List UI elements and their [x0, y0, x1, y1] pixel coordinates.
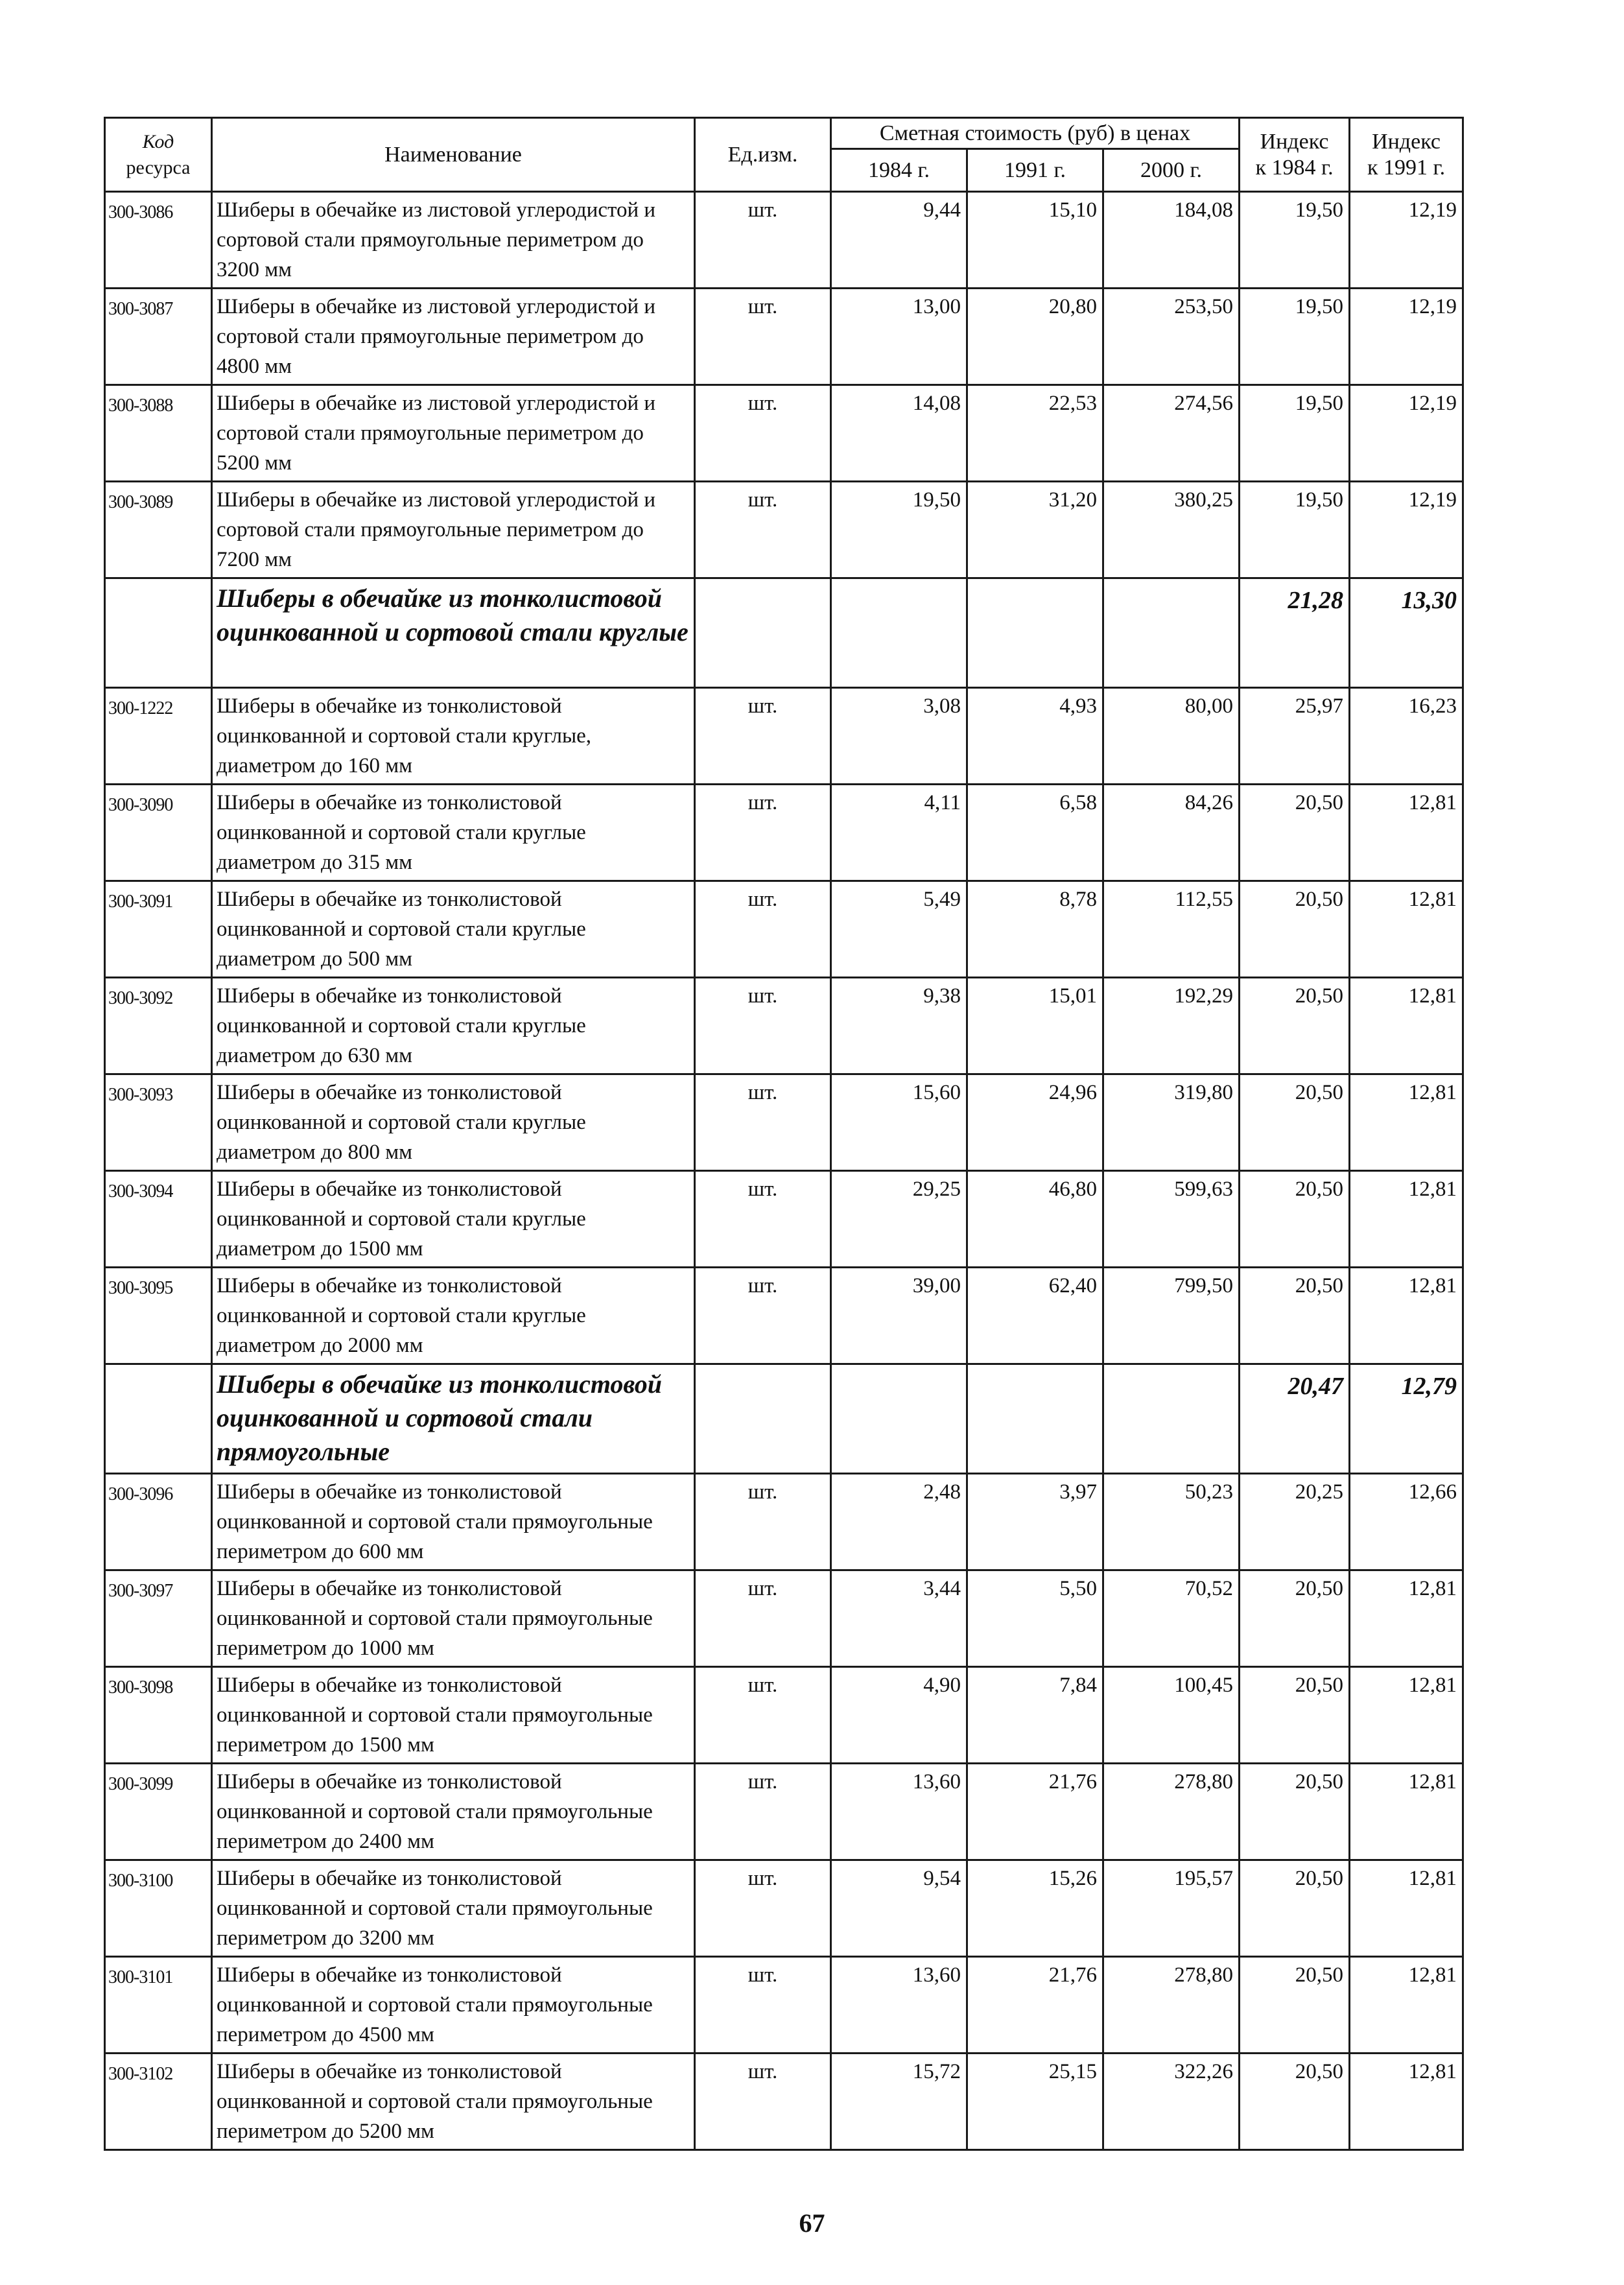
- row-code: 300-3098: [105, 1667, 212, 1764]
- row-code: 300-3092: [105, 978, 212, 1074]
- row-price-2000: 799,50: [1103, 1268, 1240, 1364]
- row-price-2000: 50,23: [1103, 1474, 1240, 1570]
- table-row: [105, 1474, 1463, 1570]
- row-unit: шт.: [695, 192, 831, 289]
- row-code: 300-3086: [105, 192, 212, 289]
- table-row: [105, 1570, 1463, 1667]
- row-price-2000: 84,26: [1103, 785, 1240, 881]
- row-index-1991: 12,81: [1350, 2054, 1463, 2150]
- row-index-1984: 20,50: [1240, 978, 1350, 1074]
- row-name: Шиберы в обечайке из тонколистовой оцинкованной и сортовой стали прямоугольные периметром до 2400 мм: [212, 1764, 695, 1860]
- row-index-1984: 20,50: [1240, 1957, 1350, 2054]
- row-price-1984: 9,38: [831, 978, 967, 1074]
- row-price-1991: 62,40: [967, 1268, 1103, 1364]
- row-code: [105, 1364, 212, 1474]
- row-unit: шт.: [695, 881, 831, 978]
- row-code: 300-3096: [105, 1474, 212, 1570]
- row-price-2000: 195,57: [1103, 1860, 1240, 1957]
- row-price-2000: [1103, 1364, 1240, 1474]
- header-code-line2: ресурса: [126, 156, 191, 178]
- row-name: Шиберы в обечайке из тонколистовой оцинкованной и сортовой стали прямоугольные периметром до 1500 мм: [212, 1667, 695, 1764]
- row-price-1984: 9,44: [831, 192, 967, 289]
- row-unit: [695, 1364, 831, 1474]
- row-price-1991: 15,10: [967, 192, 1103, 289]
- row-price-1984: [831, 1364, 967, 1474]
- row-index-1984: 25,97: [1240, 688, 1350, 785]
- row-name: Шиберы в обечайке из тонколистовой оцинкованной и сортовой стали круглые, диаметром до 160 мм: [212, 688, 695, 785]
- row-price-2000: 80,00: [1103, 688, 1240, 785]
- row-index-1991: 12,66: [1350, 1474, 1463, 1570]
- row-index-1984: 20,47: [1240, 1364, 1350, 1474]
- table-row: [105, 192, 1463, 289]
- row-index-1984: 20,50: [1240, 1764, 1350, 1860]
- row-index-1991: 12,81: [1350, 1667, 1463, 1764]
- row-name: Шиберы в обечайке из тонколистовой оцинкованной и сортовой стали прямоугольные периметром до 600 мм: [212, 1474, 695, 1570]
- row-name: Шиберы в обечайке из тонколистовой оцинкованной и сортовой стали круглые диаметром до 2000 мм: [212, 1268, 695, 1364]
- group-heading-row: [105, 578, 1463, 688]
- row-price-1984: 14,08: [831, 385, 967, 482]
- row-price-1984: 15,72: [831, 2054, 967, 2150]
- row-index-1991: 16,23: [1350, 688, 1463, 785]
- table-body: [105, 192, 1463, 2150]
- row-price-1984: 15,60: [831, 1074, 967, 1171]
- row-index-1984: 19,50: [1240, 192, 1350, 289]
- row-price-2000: 278,80: [1103, 1957, 1240, 2054]
- header-unit: Ед.изм.: [695, 118, 831, 192]
- row-index-1984: 19,50: [1240, 289, 1350, 385]
- row-price-2000: 322,26: [1103, 2054, 1240, 2150]
- row-index-1991: 12,81: [1350, 1074, 1463, 1171]
- header-index-1984-line2: к 1984 г.: [1255, 155, 1334, 180]
- row-code: 300-3090: [105, 785, 212, 881]
- header-year-1984: 1984 г.: [831, 149, 967, 192]
- row-price-1984: 4,90: [831, 1667, 967, 1764]
- row-code: 300-3089: [105, 482, 212, 578]
- row-price-1984: 4,11: [831, 785, 967, 881]
- price-table-sheet: [104, 117, 1462, 2151]
- table-row: [105, 482, 1463, 578]
- row-price-2000: 184,08: [1103, 192, 1240, 289]
- row-price-1991: 31,20: [967, 482, 1103, 578]
- row-price-1991: 5,50: [967, 1570, 1103, 1667]
- row-price-1991: 24,96: [967, 1074, 1103, 1171]
- row-price-2000: 70,52: [1103, 1570, 1240, 1667]
- row-unit: шт.: [695, 289, 831, 385]
- table-row: [105, 688, 1463, 785]
- group-heading-row: [105, 1364, 1463, 1474]
- table-row: [105, 2054, 1463, 2150]
- table-row: [105, 881, 1463, 978]
- row-index-1991: 12,81: [1350, 1171, 1463, 1268]
- row-index-1991: 12,19: [1350, 385, 1463, 482]
- table-row: [105, 1764, 1463, 1860]
- row-index-1984: 20,25: [1240, 1474, 1350, 1570]
- row-price-2000: 100,45: [1103, 1667, 1240, 1764]
- row-name: Шиберы в обечайке из тонколистовой оцинкованной и сортовой стали прямоугольные периметром до 4500 мм: [212, 1957, 695, 2054]
- table-header: [105, 118, 1463, 192]
- row-price-1984: [831, 578, 967, 688]
- row-price-1991: 25,15: [967, 2054, 1103, 2150]
- row-index-1991: 12,79: [1350, 1364, 1463, 1474]
- row-price-2000: 112,55: [1103, 881, 1240, 978]
- row-code: 300-3093: [105, 1074, 212, 1171]
- row-price-1991: 3,97: [967, 1474, 1103, 1570]
- row-code: 300-3091: [105, 881, 212, 978]
- row-name: Шиберы в обечайке из тонколистовой оцинкованной и сортовой стали круглые диаметром до 630 мм: [212, 978, 695, 1074]
- row-index-1991: 12,81: [1350, 1570, 1463, 1667]
- row-unit: шт.: [695, 688, 831, 785]
- row-price-2000: 274,56: [1103, 385, 1240, 482]
- row-index-1991: 12,81: [1350, 1860, 1463, 1957]
- row-price-1984: 3,44: [831, 1570, 967, 1667]
- table-row: [105, 785, 1463, 881]
- row-unit: шт.: [695, 385, 831, 482]
- row-price-1991: [967, 1364, 1103, 1474]
- row-index-1991: 12,81: [1350, 1957, 1463, 2054]
- row-price-1984: 13,00: [831, 289, 967, 385]
- row-price-1984: 9,54: [831, 1860, 967, 1957]
- row-code: 300-3099: [105, 1764, 212, 1860]
- row-index-1991: 12,19: [1350, 289, 1463, 385]
- row-index-1984: 20,50: [1240, 2054, 1350, 2150]
- row-unit: шт.: [695, 1268, 831, 1364]
- header-code: [105, 118, 212, 192]
- table-row: [105, 1171, 1463, 1268]
- row-index-1991: 12,19: [1350, 482, 1463, 578]
- row-unit: шт.: [695, 1074, 831, 1171]
- row-code: 300-3095: [105, 1268, 212, 1364]
- table-row: [105, 1074, 1463, 1171]
- row-unit: шт.: [695, 1570, 831, 1667]
- row-code: 300-1222: [105, 688, 212, 785]
- row-code: 300-3101: [105, 1957, 212, 2054]
- row-price-1991: 46,80: [967, 1171, 1103, 1268]
- row-index-1984: 20,50: [1240, 1268, 1350, 1364]
- row-name: Шиберы в обечайке из тонколистовой оцинкованной и сортовой стали круглые диаметром до 800 мм: [212, 1074, 695, 1171]
- table-row: [105, 1860, 1463, 1957]
- row-unit: шт.: [695, 2054, 831, 2150]
- row-price-1991: 21,76: [967, 1764, 1103, 1860]
- table-row: [105, 1957, 1463, 2054]
- row-name: Шиберы в обечайке из тонколистовой оцинкованной и сортовой стали круглые диаметром до 1500 мм: [212, 1171, 695, 1268]
- row-price-1984: 5,49: [831, 881, 967, 978]
- row-index-1984: 20,50: [1240, 1570, 1350, 1667]
- row-index-1984: 19,50: [1240, 482, 1350, 578]
- row-code: 300-3094: [105, 1171, 212, 1268]
- row-price-2000: 278,80: [1103, 1764, 1240, 1860]
- row-price-1991: 22,53: [967, 385, 1103, 482]
- header-index-1991: [1350, 118, 1463, 192]
- header-index-1984-line1: Индекс: [1260, 129, 1329, 154]
- row-price-1991: [967, 578, 1103, 688]
- row-index-1984: 20,50: [1240, 881, 1350, 978]
- row-price-2000: 380,25: [1103, 482, 1240, 578]
- row-index-1984: 20,50: [1240, 1667, 1350, 1764]
- row-code: [105, 578, 212, 688]
- row-price-1984: 39,00: [831, 1268, 967, 1364]
- row-name: Шиберы в обечайке из тонколистовой оцинкованной и сортовой стали прямоугольные периметром до 5200 мм: [212, 2054, 695, 2150]
- row-unit: шт.: [695, 1957, 831, 2054]
- row-index-1984: 20,50: [1240, 785, 1350, 881]
- table-row: [105, 1268, 1463, 1364]
- row-index-1991: 12,19: [1350, 192, 1463, 289]
- row-unit: шт.: [695, 1171, 831, 1268]
- row-unit: шт.: [695, 1474, 831, 1570]
- row-price-2000: [1103, 578, 1240, 688]
- row-unit: шт.: [695, 482, 831, 578]
- row-price-1991: 4,93: [967, 688, 1103, 785]
- row-price-1984: 2,48: [831, 1474, 967, 1570]
- row-code: 300-3100: [105, 1860, 212, 1957]
- row-price-1984: 19,50: [831, 482, 967, 578]
- row-index-1991: 13,30: [1350, 578, 1463, 688]
- row-name: Шиберы в обечайке из листовой углеродистой и сортовой стали прямоугольные периметром до 3200 мм: [212, 192, 695, 289]
- header-code-line1: Код: [142, 130, 174, 152]
- header-index-1991-line1: Индекс: [1372, 129, 1441, 154]
- row-price-1991: 15,26: [967, 1860, 1103, 1957]
- row-price-2000: 192,29: [1103, 978, 1240, 1074]
- row-name: Шиберы в обечайке из тонколистовой оцинкованной и сортовой стали прямоугольные периметром до 1000 мм: [212, 1570, 695, 1667]
- table-row: [105, 289, 1463, 385]
- row-name: Шиберы в обечайке из листовой углеродистой и сортовой стали прямоугольные периметром до 4800 мм: [212, 289, 695, 385]
- row-code: 300-3087: [105, 289, 212, 385]
- row-index-1984: 21,28: [1240, 578, 1350, 688]
- row-name: Шиберы в обечайке из листовой углеродистой и сортовой стали прямоугольные периметром до 7200 мм: [212, 482, 695, 578]
- row-code: 300-3102: [105, 2054, 212, 2150]
- header-name: Наименование: [212, 118, 695, 192]
- row-price-1984: 13,60: [831, 1764, 967, 1860]
- row-price-1991: 15,01: [967, 978, 1103, 1074]
- row-unit: шт.: [695, 785, 831, 881]
- row-index-1991: 12,81: [1350, 1764, 1463, 1860]
- group-heading-title: Шиберы в обечайке из тонколистовой оцинкованной и сортовой стали прямоугольные: [212, 1364, 695, 1474]
- row-price-1984: 3,08: [831, 688, 967, 785]
- row-price-1991: 20,80: [967, 289, 1103, 385]
- table-row: [105, 385, 1463, 482]
- row-code: 300-3088: [105, 385, 212, 482]
- row-index-1991: 12,81: [1350, 881, 1463, 978]
- row-price-1991: 8,78: [967, 881, 1103, 978]
- row-unit: [695, 578, 831, 688]
- row-unit: шт.: [695, 1667, 831, 1764]
- group-heading-title: Шиберы в обечайке из тонколистовой оцинкованной и сортовой стали круглые: [212, 578, 695, 688]
- header-index-1991-line2: к 1991 г.: [1367, 155, 1446, 180]
- row-unit: шт.: [695, 1860, 831, 1957]
- row-index-1984: 19,50: [1240, 385, 1350, 482]
- row-price-2000: 253,50: [1103, 289, 1240, 385]
- row-price-1991: 6,58: [967, 785, 1103, 881]
- header-year-2000: 2000 г.: [1103, 149, 1240, 192]
- row-index-1991: 12,81: [1350, 1268, 1463, 1364]
- header-year-1991: 1991 г.: [967, 149, 1103, 192]
- page-number: 67: [799, 2208, 825, 2238]
- row-price-2000: 319,80: [1103, 1074, 1240, 1171]
- row-price-1991: 21,76: [967, 1957, 1103, 2054]
- resource-price-table: [104, 117, 1464, 2151]
- row-price-1984: 13,60: [831, 1957, 967, 2054]
- row-index-1984: 20,50: [1240, 1171, 1350, 1268]
- header-index-1984: [1240, 118, 1350, 192]
- row-name: Шиберы в обечайке из листовой углеродистой и сортовой стали прямоугольные периметром до 5200 мм: [212, 385, 695, 482]
- table-row: [105, 1667, 1463, 1764]
- row-index-1984: 20,50: [1240, 1860, 1350, 1957]
- row-index-1991: 12,81: [1350, 785, 1463, 881]
- header-cost-group: Сметная стоимость (руб) в ценах: [831, 118, 1240, 149]
- row-unit: шт.: [695, 1764, 831, 1860]
- row-name: Шиберы в обечайке из тонколистовой оцинкованной и сортовой стали круглые диаметром до 315 мм: [212, 785, 695, 881]
- row-name: Шиберы в обечайке из тонколистовой оцинкованной и сортовой стали прямоугольные периметром до 3200 мм: [212, 1860, 695, 1957]
- row-unit: шт.: [695, 978, 831, 1074]
- row-price-2000: 599,63: [1103, 1171, 1240, 1268]
- row-index-1991: 12,81: [1350, 978, 1463, 1074]
- row-price-1984: 29,25: [831, 1171, 967, 1268]
- row-index-1984: 20,50: [1240, 1074, 1350, 1171]
- row-code: 300-3097: [105, 1570, 212, 1667]
- table-row: [105, 978, 1463, 1074]
- row-name: Шиберы в обечайке из тонколистовой оцинкованной и сортовой стали круглые диаметром до 500 мм: [212, 881, 695, 978]
- row-price-1991: 7,84: [967, 1667, 1103, 1764]
